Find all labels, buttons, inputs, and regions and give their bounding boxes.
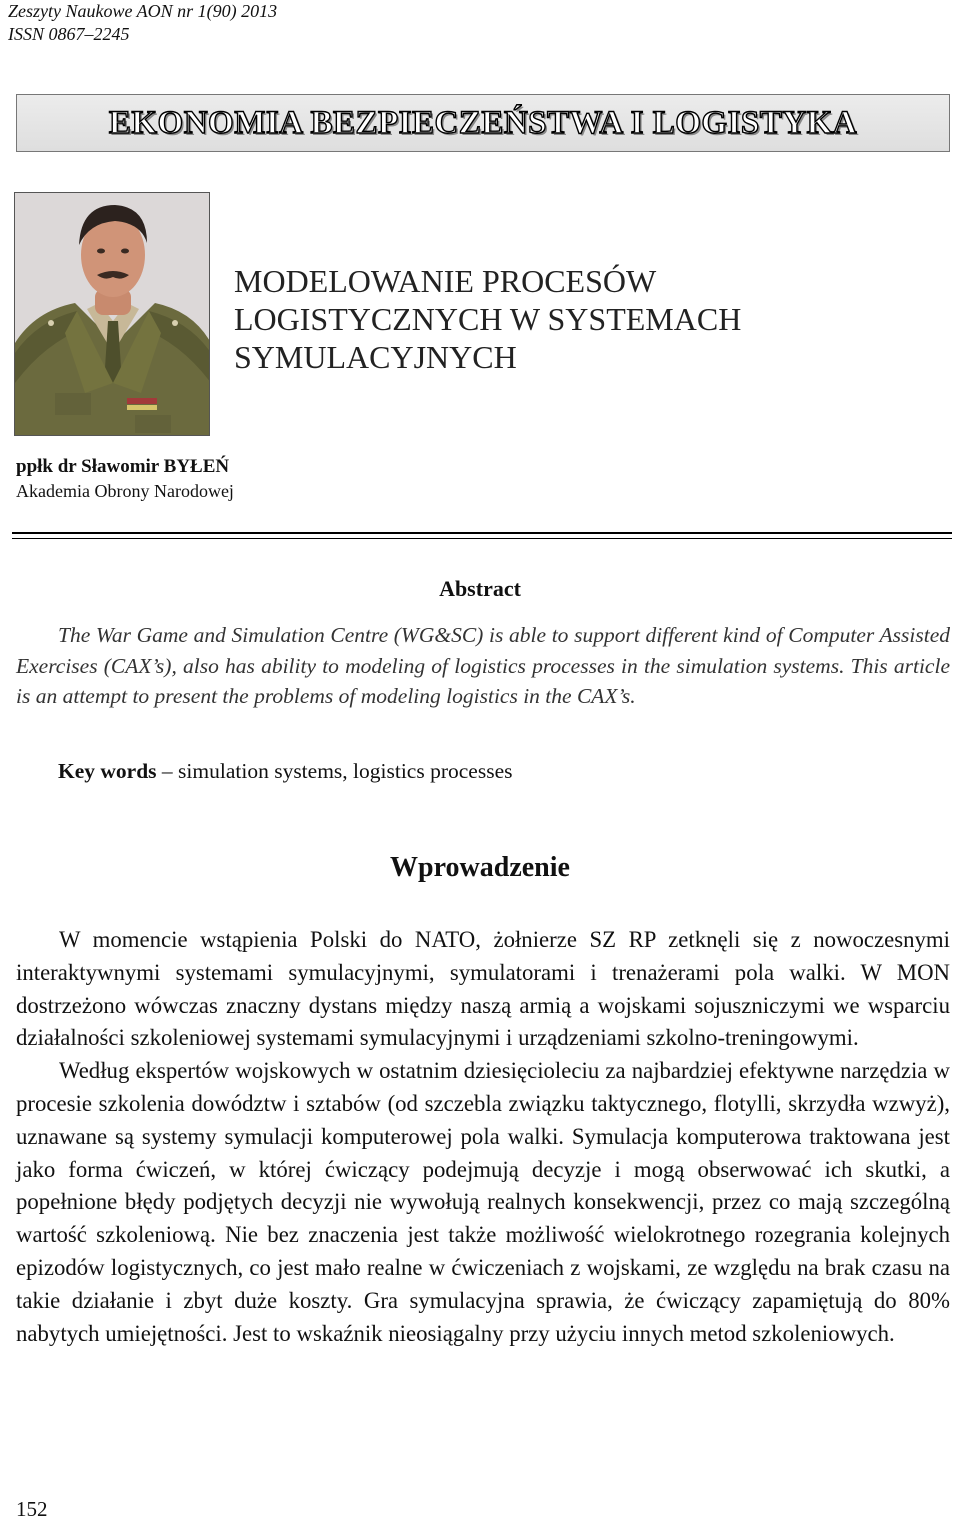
section-banner [16, 94, 950, 152]
page-number: 152 [16, 1497, 48, 1521]
abstract-body [16, 620, 950, 712]
divider-thick [12, 532, 952, 534]
keywords [58, 759, 512, 784]
author-portrait-image [15, 193, 210, 436]
journal-name: Zeszyty Naukowe AON nr 1(90) 2013 [8, 1, 278, 21]
abstract-heading: Abstract [439, 576, 521, 601]
title-line: SYMULACYJNYCH [234, 339, 517, 375]
body-text [16, 924, 950, 1350]
section-banner-text: EKONOMIA BEZPIECZEŃSTWA I LOGISTYKA [108, 104, 858, 141]
keywords-text: simulation systems, logistics processes [178, 759, 513, 783]
journal-issn: ISSN 0867–2245 [8, 24, 130, 44]
author-portrait [14, 192, 210, 436]
title-line: MODELOWANIE PROCESÓW [234, 263, 657, 299]
paragraph: Według ekspertów wojskowych w ostatnim dziesięcioleciu za najbardziej efektywne narzędzia w procesie szkolenia dowództw i sztabów (od szczebla związku taktycznego, flotylli, skrzydła wzwyż), uznawane są systemy symulacji komputerowej pola walki. Symulacja komputerowa traktowana jest jako forma ćwiczeń, w której ćwiczący podejmują decyzje i mogą obserwować ich skutki, a popełnione błędy podjętych decyzji nie wywołują realnych konsekwencji, przez co mają szczególną wartość szkoleniową. Nie bez znaczenia jest także możliwość wielokrotnego rozegrania kolejnych epizodów logistycznych, co jest mało realne w ćwiczeniach z wojskami, ze względu na brak czasu na takie działanie i zbyt duże koszty. Gra symulacyjna sprawia, że ćwiczący zapamiętują do 80% nabytych umiejętności. Jest to wskaźnik nieosiągalny przy użyciu innych metod szkoleniowych. [16, 1058, 950, 1346]
article-title [234, 262, 741, 376]
author-name: ppłk dr Sławomir BYŁEŃ [16, 456, 230, 477]
title-line: LOGISTYCZNYCH W SYSTEMACH [234, 301, 742, 337]
section-heading: Wprowadzenie [390, 852, 570, 883]
keywords-separator: – [156, 759, 179, 783]
abstract-text: The War Game and Simulation Centre (WG&SC) is able to support different kind of Computer Assisted Exercises (CAX’s), also has ability to modeling of logistics processes in the simulation systems. This article is an attempt to present the problems of modeling logistics in the CAX’s. [16, 623, 950, 708]
divider-thin [12, 538, 952, 539]
journal-header [8, 0, 277, 46]
author-affiliation: Akademia Obrony Narodowej [16, 481, 234, 501]
paragraph: W momencie wstąpienia Polski do NATO, żołnierze SZ RP zetknęli się z nowoczesnymi interaktywnymi systemami symulacyjnymi, symulatorami i trenażerami pola walki. W MON dostrzeżono wówczas znaczny dystans między naszą armią a wojskami sojuszniczymi we wsparciu działalności szkoleniowej systemami symulacyjnymi i urządzeniami szkolno-treningowymi. [16, 927, 950, 1051]
keywords-label: Key words [58, 759, 157, 783]
